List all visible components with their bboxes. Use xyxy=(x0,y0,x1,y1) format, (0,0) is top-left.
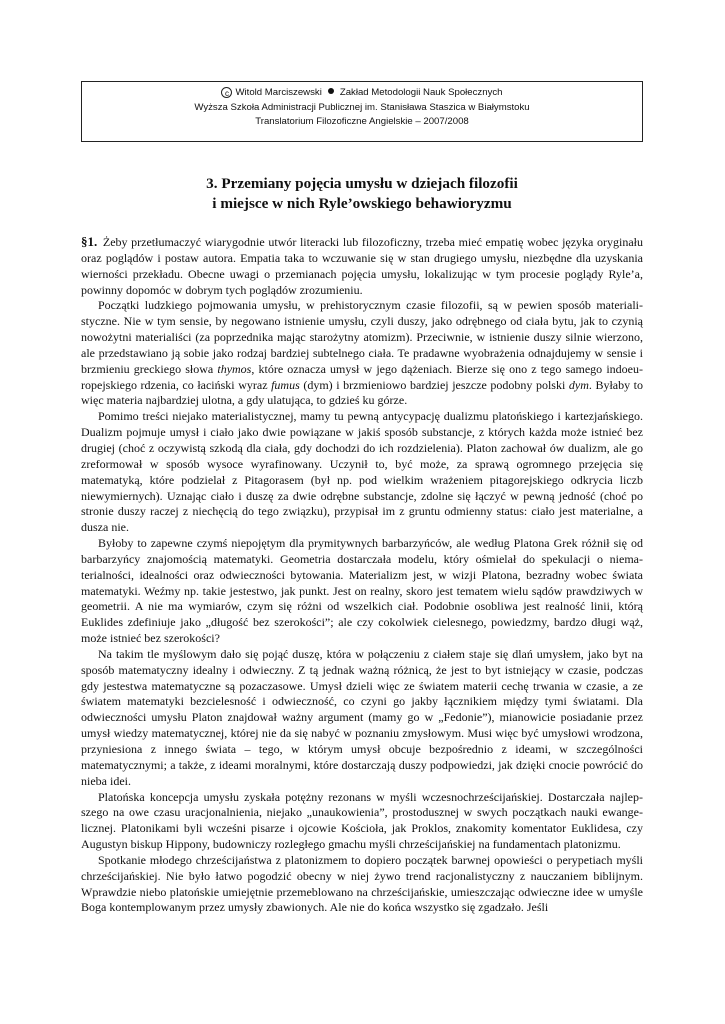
paragraph-2 xyxy=(81,298,643,409)
paragraph-5: Na takim tle myślowym dało się pojąć duszę, która w połączeniu z ciałem staje się dlań umysłem, jako byt na sposób matematyczny idealny i odwieczny. Z tą jednak ważną różnicą, że jest to byt istniejący w czasie, podczas gdy jestestwa matematyczne są pozaczasowe. Umysł dzieli więc ze światem materii cechę trwania w czasie, a ze światem matematyki bezcielesność i odwieczność, co czyni go jakby łącznikiem między tymi światami. Dla odwieczności umysłu Platon znajdował ważny argument (mamy go w „Fedonie”), mianowicie posiadanie przez umysł wiedzy matematycznej, której nie da się nabyć w poznaniu zmysłowym. Musi więc być umysłowi wrodzona, przyniesiona z innego świata – tego, w którym umysł obcuje bezpośrednio z ideami, w szczególności matematycznymi; a także, z ideami moralnymi, które dostarczają duszy podpowiedzi, jak dzięki cnocie powrócić do nieba idei. xyxy=(81,646,643,788)
header-department: Zakład Metodologii Nauk Społecznych xyxy=(339,87,503,98)
title-line-1: 3. Przemiany pojęcia umysłu w dziejach filozofii xyxy=(206,175,518,192)
paragraph-3: Pomimo treści niejako materialistycznej, mamy tu pewną antycypację dualizmu platońskiego i kartezjańskiego. Dualizm pojmuje umysł i ciało jako dwie powiązane w jakiś sposób substancje, z których każda może istnieć bez drugiej (choć z oczywistą szkodą dla ciała, gdy dochodzi do ich rozdzielenia). Platon zachował ów dualizm, ale go zreformował w sposób wysoce wyrafinowany. Uczynił to, być może, za sprawą ogromnego przejęcia się matematyką, które podzielał z Pitagorasem (był np. pod wielkim wrażeniem pitagorejskiego odkrycia liczb niewymiernych). Uznając ciało i duszę za dwie odrębne substancje, zdolne się łączyć w pewną jedność (choć po stronie duszy raczej z niechęcią do tego związku), przypisał im z gruntu odmienny status: ciało jest materialne, a dusza nie. xyxy=(81,409,643,535)
paragraph-1 xyxy=(81,234,643,298)
paragraph-1-text: Żeby przetłumaczyć wiarygodnie utwór literacki lub filozoficzny, trzeba mieć empatię wobec języka oryginału oraz poglądów i postaw autora. Empatia taka to wczuwanie się w stan drugiego umysłu, niezbędne dla uzyskania wierności przekładu. Obecne uwagi o przemianach pojęcia umysłu, lokalizując w tym procesie poglądy Ryle’a, powinny dopomóc w dobrym tych poglądów zrozumieniu. xyxy=(81,235,643,297)
paragraph-2-text-c: (dym) i brzmieniowo bardziej jeszcze podobny polski xyxy=(299,377,569,392)
document-title xyxy=(81,174,643,214)
term-fumus: fumus xyxy=(271,377,300,392)
header-author: Witold Marciszewski xyxy=(235,87,322,98)
bullet-icon xyxy=(328,88,334,94)
paragraph-6: Platońska koncepcja umysłu zyskała potężny rezonans w myśli wczesnochrześcijańskiej. Dostarczała najlepszego na owe czasu uracjonalnienia, niejako „unaukowienia”, prostodusznej w swych początkach nauki ewangelicznej. Platonikami byli wcześni pisarze i ojcowie Kościoła, jak Proklos, znakomity komentator Euklidesa, czy Augustyn biskup Hippony, budowniczy rozległego gmachu myśli chrześcijańskiej na fundamentach platonizmu. xyxy=(81,789,643,852)
header-course: Translatorium Filozoficzne Angielskie – 2007/2008 xyxy=(255,116,469,127)
document-header-box xyxy=(81,81,643,142)
paragraph-2-text-d: . Byłaby to więc materia najbardziej ulotna, a gdy ulatująca, to gdzieś ku górze. xyxy=(81,377,644,408)
term-thymos: thymos xyxy=(217,361,252,376)
title-line-2: i miejsce w nich Ryle’owskiego behawioryzmu xyxy=(212,195,512,212)
section-mark: §1. xyxy=(81,234,98,249)
paragraph-2-text-b: , które oznacza umysł w jego dążeniach. Bierze się ono z tego samego indoeuropejskiego rdzenia, co łaciński wyraz xyxy=(81,361,643,392)
document-body xyxy=(81,230,643,916)
paragraph-2-text-a: Początki ludzkiego pojmowania umysłu, w prehistorycznym czasie filozofii, są w pewien sposób materialistyczne. Nie w tym sensie, by negowano istnienie umysłu, czyli duszy, jako odrębnego od ciała bytu, jak to czynią nowożytni materialiści (za poprzednika mając starożytny atomizm). Przeciwnie, w istnienie duszy silnie wierzono, ale przedstawiano ją sobie jako rodzaj bardziej subtelnego ciała. Te pradawne wyobrażenia odnajdujemy w sensie i brzmieniu greckiego słowa xyxy=(81,298,643,376)
copyright-icon: c xyxy=(221,87,232,98)
paragraph-4: Byłoby to zapewne czymś niepojętym dla prymitywnych barbarzyńców, ale według Platona Grek różnił się od barbarzyńcy znajomością matematyki. Geometria dostarczała modelu, który ośmielał do spekulacji o niematerialności, idealności oraz odwieczności bytowania. Materializm jest, w wizji Platona, bezradny wobec świata matematyki. Weźmy np. takie jestestwo, jak punkt. Jest on realny, skoro jest tematem wielu sądów prawdziwych w geometrii. A nie ma wymiarów, czym się różni od wszelkich ciał. Podobnie osobliwa jest realność linii, którą Euklides zdefiniuje jako „długość bez szerokości”; ale czy cokolwiek cielesnego, powiedzmy, bardzo długi wąż, może istnieć bez szerokości? xyxy=(81,536,643,646)
header-author-line xyxy=(82,86,642,101)
term-dym: dym xyxy=(568,377,589,392)
header-university: Wyższa Szkoła Administracji Publicznej im. Stanisława Staszica w Białymstoku xyxy=(194,101,530,113)
paragraph-7: Spotkanie młodego chrześcijaństwa z platonizmem to dopiero początek barwnej opowieści o perypetiach myśli chrześcijańskiej. Nie było łatwo pogodzić obecny w niej żywo trend racjonalistyczny z nauczaniem biblijnym. Wprawdzie niebo platońskie umiejętnie przemeblowano na chrześcijańskie, umieszczając odwieczne idee w umyśle Boga kontemplowanym przez umysły zbawionych. Ale nie do końca wszystko się zgadzało. Jeśli xyxy=(81,852,643,915)
